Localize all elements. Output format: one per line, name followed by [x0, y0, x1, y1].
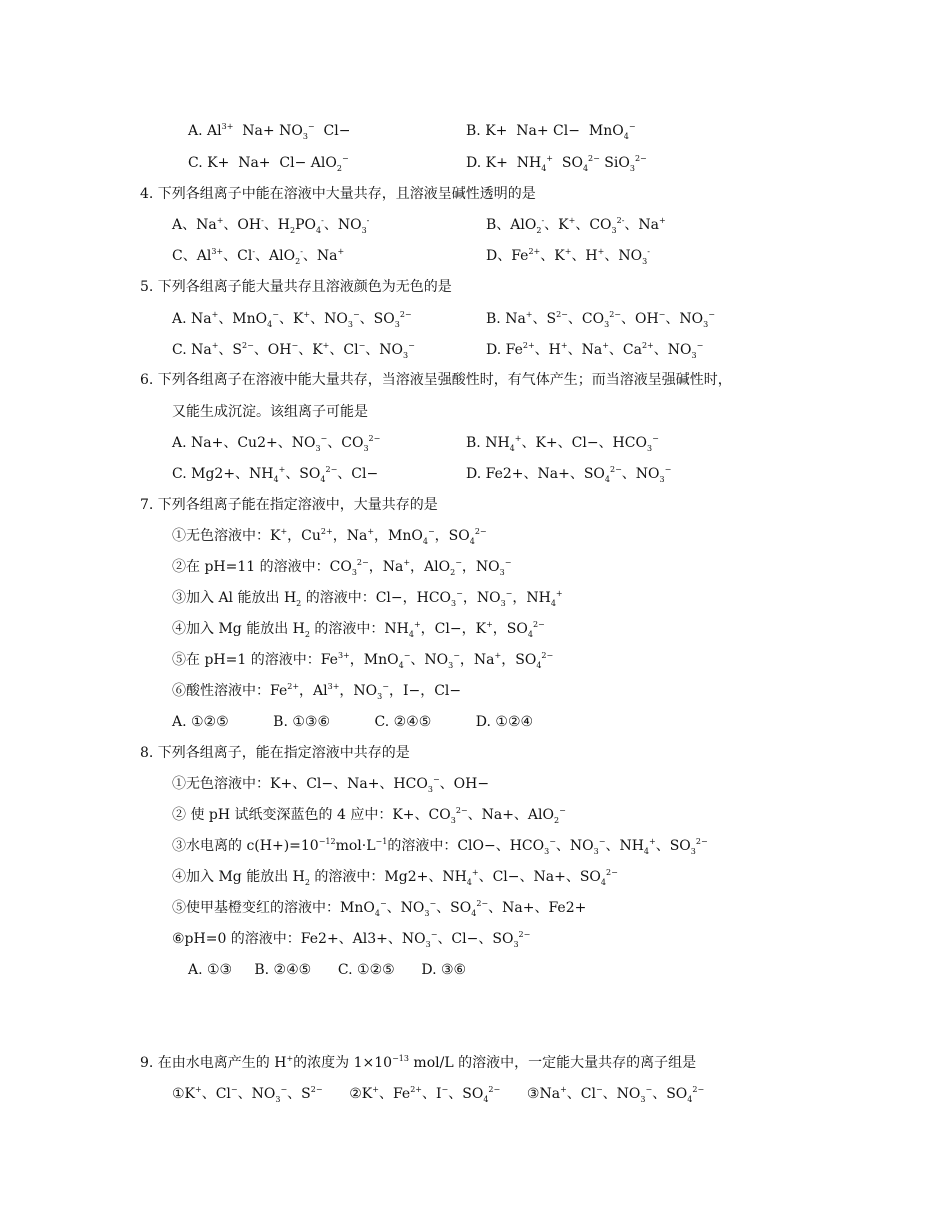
- text-line-q5b: B. Na+、$S^{2-}$、$CO_3^{2-}$、OH−、$NO_3^-$: [486, 310, 715, 329]
- text-line-q4c: C、$Al^{3+}$、Cl-、AlO$_2$-、Na+: [172, 247, 345, 266]
- text-line-q6c: C. Mg2+、$NH_4^+$、$SO_4^{2-}$、Cl−: [172, 465, 379, 484]
- text-line-q8: 8. 下列各组离子，能在指定溶液中共存的是: [140, 745, 410, 761]
- text-line-q7_3: ③加入 Al 能放出 $H_2$ 的溶液中：Cl−，$HCO_3^-$，$NO_3^-$，$NH_4^+$: [172, 589, 563, 608]
- text-line-q7_2: ②在 pH=11 的溶液中：$CO_3^{2-}$，Na+，AlO$_2$−，$NO_3^-$: [172, 558, 512, 577]
- text-line-q6b: 又能生成沉淀。该组离子可能是: [172, 404, 368, 420]
- text-line-q4: 4. 下列各组离子中能在溶液中大量共存，且溶液呈碱性透明的是: [140, 186, 536, 202]
- text-line-q3a: A. $Al^{3+}$ $Na+ NO_3^-$ Cl−: [188, 122, 351, 141]
- text-line-q6bb: B. $NH_4^+$、K+、Cl−、$HCO_3^-$: [466, 434, 659, 453]
- text-line-q7_ans: A. ①②⑤ B. ①③⑥ C. ②④⑤ D. ①②④: [172, 714, 534, 730]
- text-line-q7: 7. 下列各组离子能在指定溶液中，大量共存的是: [140, 497, 438, 513]
- text-line-q3d: D. $K+ NH_4^+$ $SO_4^{2-}$ SiO$_3^{2-}$: [466, 154, 647, 173]
- text-line-q7_5: ⑤在 pH=1 的溶液中：$Fe^{3+}$，MnO$_4$−、$NO_3^-$，Na+，$SO_4^{2-}$: [172, 651, 554, 670]
- text-line-q8_6: ⑥pH=0 的溶液中：Fe2+、Al3+、$NO_3^-$、Cl−、$SO_3^{2-}$: [172, 930, 531, 949]
- text-line-q5a: A. Na+、MnO$_4$−、K+、$NO_3^-$、$SO_3^{2-}$: [172, 310, 412, 329]
- text-line-q6a: A. Na+、Cu2+、$NO_3^-$、$CO_3^{2-}$: [172, 434, 381, 453]
- text-line-q8_3: ③水电离的 $c(H+)=10^{-12}mol\cdot L^{-1}$的溶液中：ClO−、$HCO_3^-$、$NO_3^-$、$NH_4^+$、$SO_3^{2-}$: [172, 837, 708, 856]
- text-line-q9: 9. 在由水电离产生的 H+的浓度为 $1\times 10^{-13}$ mol/L 的溶液中，一定能大量共存的离子组是: [140, 1054, 697, 1071]
- text-line-q3c: C. K+ Na+ Cl− AlO$_2$−: [188, 154, 349, 173]
- text-line-q6d: D. Fe2+、Na+、$SO_4^{2-}$、$NO_3^-$: [466, 465, 672, 484]
- text-line-q4d: D、$Fe^{2+}$、K+、H+、$NO_3^-$: [486, 247, 650, 266]
- text-line-q7_1: ①无色溶液中：K+，$Cu^{2+}$，Na+，MnO$_4$−，$SO_4^{2-}$: [172, 527, 487, 546]
- text-line-q8_2: ② 使 pH 试纸变深蓝色的 4 应中：K+、$CO_3^{2-}$、Na+、AlO$_2$−: [172, 806, 566, 825]
- text-line-q5d: D. $Fe^{2+}$、H+、Na+、$Ca^{2+}$、$NO_3^-$: [486, 341, 704, 360]
- text-line-q3b: B. K+ Na+ Cl− MnO$_4$−: [466, 122, 636, 141]
- text-line-q8_4: ④加入 Mg 能放出 $H_2$ 的溶液中：Mg2+、$NH_4^+$、Cl−、Na+、$SO_4^{2-}$: [172, 868, 618, 887]
- text-line-q6: 6. 下列各组离子在溶液中能大量共存，当溶液呈强酸性时，有气体产生；而当溶液呈强碱性时，: [140, 372, 732, 388]
- text-line-q7_4: ④加入 Mg 能放出 $H_2$ 的溶液中：$NH_4^+$，Cl−，K+，$SO_4^{2-}$: [172, 620, 545, 639]
- text-line-q9_opts: ①K+、Cl−、$NO_3^-$、$S^{2-}$ ②K+、$Fe^{2+}$、I−、$SO_4^{2-}$ ③Na+、Cl−、$NO_3^-$、$SO_4^{2-}$: [172, 1085, 705, 1104]
- text-line-q5: 5. 下列各组离子能大量共存且溶液颜色为无色的是: [140, 279, 452, 295]
- text-line-q4b: B、AlO$_2$-、K+、$CO_3^{2-}$、Na+: [486, 216, 666, 235]
- text-line-q4a: A、Na+、OH-、$H_2PO_4^-$、$NO_3^-$: [172, 216, 370, 235]
- text-line-q8_1: ①无色溶液中：K+、Cl−、Na+、$HCO_3^-$、OH−: [172, 775, 490, 794]
- text-line-q7_6: ⑥酸性溶液中：$Fe^{2+}$，$Al^{3+}$，$NO_3^-$，I−，Cl−: [172, 682, 462, 701]
- text-line-q8_ans: A. ①③ B. ②④⑤ C. ①②⑤ D. ③⑥: [188, 962, 467, 978]
- text-line-q8_5: ⑤使甲基橙变红的溶液中：MnO$_4$−、$NO_3^-$、$SO_4^{2-}$、Na+、Fe2+: [172, 899, 587, 918]
- text-line-q5c: C. Na+、$S^{2-}$、OH−、K+、Cl−、$NO_3^-$: [172, 341, 415, 360]
